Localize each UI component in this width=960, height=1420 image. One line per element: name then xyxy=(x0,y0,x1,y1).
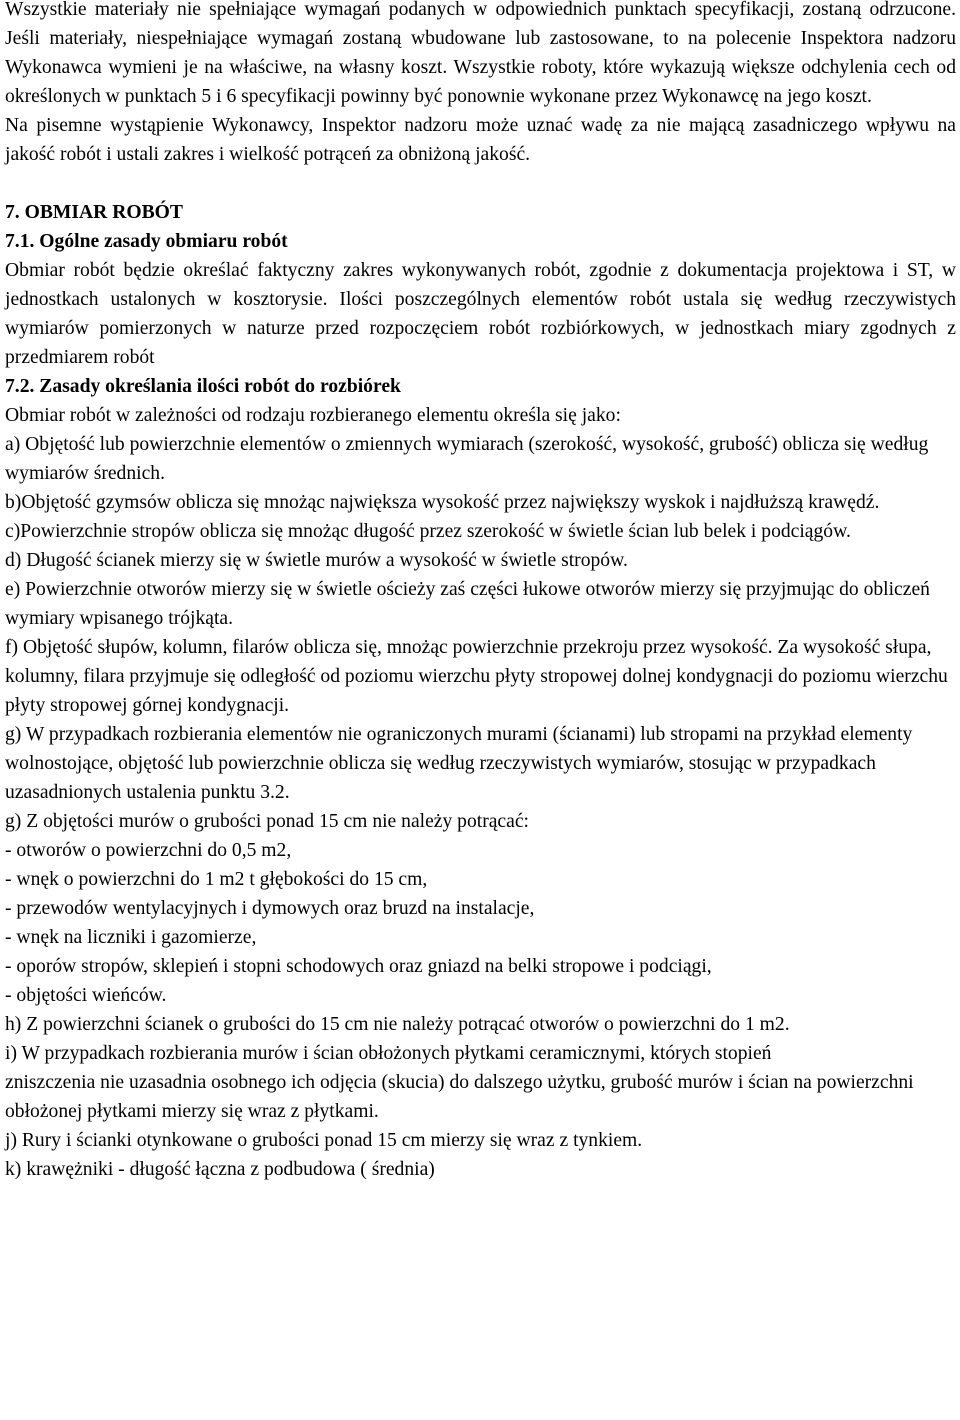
item-f: f) Objętość słupów, kolumn, filarów oblicza się, mnożąc powierzchnie przekroju przez wysokość. Za wysokość słupa, kolumny, filara przyjmuje się odległość od poziomu wierzchu płyty stropowej dolnej kondygnacji do poziomu wierzchu płyty stropowej górnej kondygnacji. xyxy=(5,637,948,716)
list-item: - objętości wieńców. xyxy=(5,985,167,1006)
item-a: a) Objętość lub powierzchnie elementów o zmiennych wymiarach (szerokość, wysokość, grubość) oblicza się według wymiarów średnich. xyxy=(5,434,929,484)
item-d: d) Długość ścianek mierzy się w świetle murów a wysokość w świetle stropów. xyxy=(5,550,628,571)
list-item: - przewodów wentylacyjnych i dymowych oraz bruzd na instalacje, xyxy=(5,898,535,919)
list-item: - oporów stropów, sklepień i stopni schodowych oraz gniazd na belki stropowe i podciągi, xyxy=(5,956,712,977)
intro-paragraph-1: Wszystkie materiały nie spełniające wymagań podanych w odpowiednich punktach specyfikacji, zostaną odrzucone. Jeśli materiały, niespełniające wymagań zostaną wbudowane lub zastosowane, to na polecenie Inspektora nadzoru Wykonawca wymieni je na właściwe, na własny koszt. Wszystkie roboty, które wykazują większe odchylenia cech od określonych w punktach 5 i 6 specyfikacji powinny być ponownie wykonane przez Wykonawcę na jego koszt. xyxy=(5,0,956,107)
item-b: b)Objętość gzymsów oblicza się mnożąc największa wysokość przez największy wyskok i najdłuższą krawędź. xyxy=(5,492,880,513)
list-item: - wnęk o powierzchni do 1 m2 t głębokości do 15 cm, xyxy=(5,869,428,890)
item-i-line-2: zniszczenia nie uzasadnia osobnego ich odjęcia (skucia) do dalszego użytku, grubość murów i ścian na powierzchni obłożonej płytkami mierzy się wraz z płytkami. xyxy=(5,1072,914,1122)
intro-paragraph-2: Na pisemne wystąpienie Wykonawcy, Inspektor nadzoru może uznać wadę za nie mającą zasadniczego wpływu na jakość robót i ustali zakres i wielkość potrąceń za obniżoną jakość. xyxy=(5,115,956,165)
paragraph-spacer xyxy=(5,169,956,198)
item-h: h) Z powierzchni ścianek o grubości do 15 cm nie należy potrącać otworów o powierzchni do 1 m2. xyxy=(5,1014,790,1035)
item-c: c)Powierzchnie stropów oblicza się mnożąc długość przez szerokość w świetle ścian lub belek i podciągów. xyxy=(5,521,851,542)
subsection-1-text: Obmiar robót będzie określać faktyczny zakres wykonywanych robót, zgodnie z dokumentacja projektowa i ST, w jednostkach ustalonych w kosztorysie. Ilości poszczególnych elementów robót ustala się według rzeczywistych wymiarów pomierzonych w naturze przed rozpoczęciem robót rozbiórkowych, w jednostkach miary zgodnych z przedmiarem robót xyxy=(5,260,956,368)
section-heading: 7. OBMIAR ROBÓT xyxy=(5,202,183,223)
item-k: k) krawężniki - długość łączna z podbudowa ( średnia) xyxy=(5,1159,435,1180)
item-g-second-intro: g) Z objętości murów o grubości ponad 15 cm nie należy potrącać: xyxy=(5,811,529,832)
subsection-2-intro: Obmiar robót w zależności od rodzaju rozbieranego elementu określa się jako: xyxy=(5,405,621,426)
subsection-2-heading: 7.2. Zasady określania ilości robót do rozbiórek xyxy=(5,376,401,397)
item-i-line-1: i) W przypadkach rozbierania murów i ścian obłożonych płytkami ceramicznymi, których stopień xyxy=(5,1043,772,1064)
item-j: j) Rury i ścianki otynkowane o grubości ponad 15 cm mierzy się wraz z tynkiem. xyxy=(5,1130,643,1151)
item-g-first: g) W przypadkach rozbierania elementów nie ograniczonych murami (ścianami) lub stropami na przykład elementy wolnostojące, objętość lub powierzchnie oblicza się według rzeczywistych wymiarów, stosując w przypadkach uzasadnionych ustalenia punktu 3.2. xyxy=(5,724,913,803)
list-item: - wnęk na liczniki i gazomierze, xyxy=(5,927,257,948)
item-e: e) Powierzchnie otworów mierzy się w świetle ościeży zaś części łukowe otworów mierzy się przyjmując do obliczeń wymiary wpisanego trójkąta. xyxy=(5,579,930,629)
subsection-1-heading: 7.1. Ogólne zasady obmiaru robót xyxy=(5,231,288,252)
list-item: - otworów o powierzchni do 0,5 m2, xyxy=(5,840,292,861)
